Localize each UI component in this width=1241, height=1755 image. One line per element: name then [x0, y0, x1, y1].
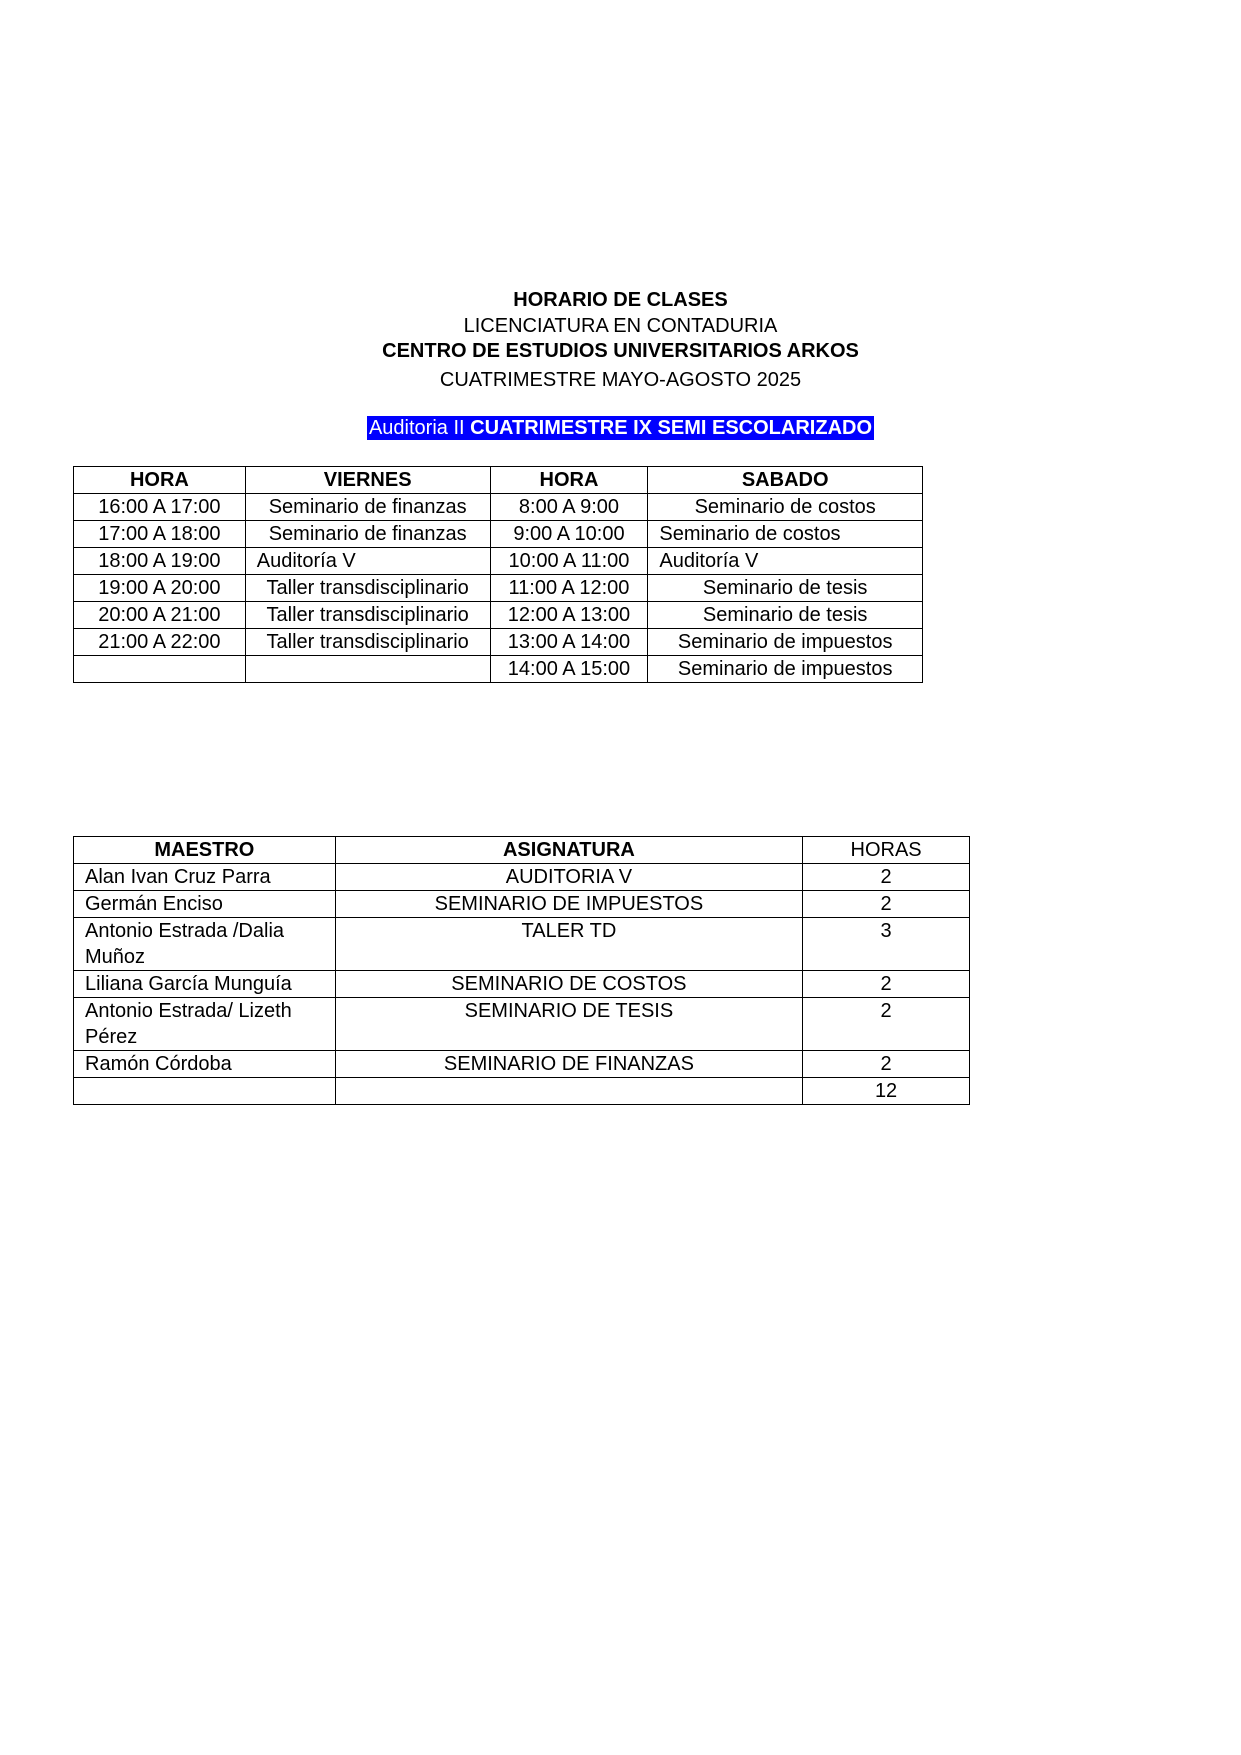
table-row	[74, 494, 923, 521]
schedule-header-row	[74, 467, 923, 494]
table-row	[74, 918, 970, 971]
saturday-class-cell: Seminario de tesis	[648, 602, 923, 629]
saturday-time-cell: 8:00 A 9:00	[490, 494, 648, 521]
header-asignatura: ASIGNATURA	[335, 837, 802, 864]
header-hora-friday: HORA	[74, 467, 246, 494]
saturday-class-cell: Seminario de impuestos	[648, 656, 923, 683]
teachers-header-row	[74, 837, 970, 864]
saturday-time-cell: 13:00 A 14:00	[490, 629, 648, 656]
friday-time-cell: 20:00 A 21:00	[74, 602, 246, 629]
table-row	[74, 521, 923, 548]
friday-class-cell: Seminario de finanzas	[245, 494, 490, 521]
saturday-class-cell: Seminario de costos	[648, 494, 923, 521]
banner-subject: Auditoria II	[368, 417, 465, 439]
header-viernes: VIERNES	[245, 467, 490, 494]
table-row	[74, 656, 923, 683]
schedule-table	[73, 466, 923, 683]
friday-time-cell: 19:00 A 20:00	[74, 575, 246, 602]
friday-class-cell: Taller transdisciplinario	[245, 602, 490, 629]
saturday-class-cell: Seminario de costos	[648, 521, 923, 548]
header-maestro: MAESTRO	[74, 837, 336, 864]
hours-cell: 2	[803, 891, 970, 918]
school-name: CENTRO DE ESTUDIOS UNIVERSITARIOS ARKOS	[382, 340, 859, 362]
subject-cell: SEMINARIO DE IMPUESTOS	[335, 891, 802, 918]
total-empty-cell	[74, 1078, 336, 1105]
group-banner	[0, 415, 1241, 441]
saturday-time-cell: 10:00 A 11:00	[490, 548, 648, 575]
table-row	[74, 602, 923, 629]
total-empty-cell	[335, 1078, 802, 1105]
table-row	[74, 1051, 970, 1078]
friday-class-cell: Auditoría V	[245, 548, 490, 575]
table-row	[74, 998, 970, 1051]
subject-cell: TALER TD	[335, 918, 802, 971]
subject-cell: SEMINARIO DE FINANZAS	[335, 1051, 802, 1078]
table-row	[74, 891, 970, 918]
teacher-name-cell: Antonio Estrada/ Lizeth Pérez	[74, 998, 336, 1051]
teacher-name-cell: Antonio Estrada /Dalia Muñoz	[74, 918, 336, 971]
hours-cell: 2	[803, 1051, 970, 1078]
total-hours-cell: 12	[803, 1078, 970, 1105]
table-row	[74, 548, 923, 575]
friday-class-cell	[245, 656, 490, 683]
banner-group: CUATRIMESTRE IX SEMI ESCOLARIZADO	[470, 417, 873, 439]
subject-cell: SEMINARIO DE COSTOS	[335, 971, 802, 998]
friday-time-cell	[74, 656, 246, 683]
saturday-time-cell: 12:00 A 13:00	[490, 602, 648, 629]
header-horas: HORAS	[803, 837, 970, 864]
friday-time-cell: 16:00 A 17:00	[74, 494, 246, 521]
group-banner-highlight	[367, 416, 874, 440]
hours-cell: 3	[803, 918, 970, 971]
friday-class-cell: Seminario de finanzas	[245, 521, 490, 548]
saturday-class-cell: Auditoría V	[648, 548, 923, 575]
hours-cell: 2	[803, 971, 970, 998]
total-row	[74, 1078, 970, 1105]
hours-cell: 2	[803, 998, 970, 1051]
teacher-name-cell: Germán Enciso	[74, 891, 336, 918]
subject-cell: AUDITORIA V	[335, 864, 802, 891]
teacher-name-cell: Liliana García Munguía	[74, 971, 336, 998]
saturday-class-cell: Seminario de tesis	[648, 575, 923, 602]
teacher-name-cell: Ramón Córdoba	[74, 1051, 336, 1078]
saturday-time-cell: 11:00 A 12:00	[490, 575, 648, 602]
table-row	[74, 575, 923, 602]
table-row	[74, 864, 970, 891]
teacher-name-cell: Alan Ivan Cruz Parra	[74, 864, 336, 891]
header-hora-saturday: HORA	[490, 467, 648, 494]
table-row	[74, 971, 970, 998]
friday-time-cell: 21:00 A 22:00	[74, 629, 246, 656]
friday-class-cell: Taller transdisciplinario	[245, 629, 490, 656]
teachers-table	[73, 836, 970, 1105]
table-row	[74, 629, 923, 656]
saturday-time-cell: 14:00 A 15:00	[490, 656, 648, 683]
saturday-class-cell: Seminario de impuestos	[648, 629, 923, 656]
saturday-time-cell: 9:00 A 10:00	[490, 521, 648, 548]
friday-class-cell: Taller transdisciplinario	[245, 575, 490, 602]
hours-cell: 2	[803, 864, 970, 891]
header-sabado: SABADO	[648, 467, 923, 494]
friday-time-cell: 18:00 A 19:00	[74, 548, 246, 575]
document-title: HORARIO DE CLASES	[513, 289, 728, 311]
degree-name: LICENCIATURA EN CONTADURIA	[463, 315, 778, 337]
friday-time-cell: 17:00 A 18:00	[74, 521, 246, 548]
subject-cell: SEMINARIO DE TESIS	[335, 998, 802, 1051]
term-label: CUATRIMESTRE MAYO-AGOSTO 2025	[439, 369, 802, 391]
